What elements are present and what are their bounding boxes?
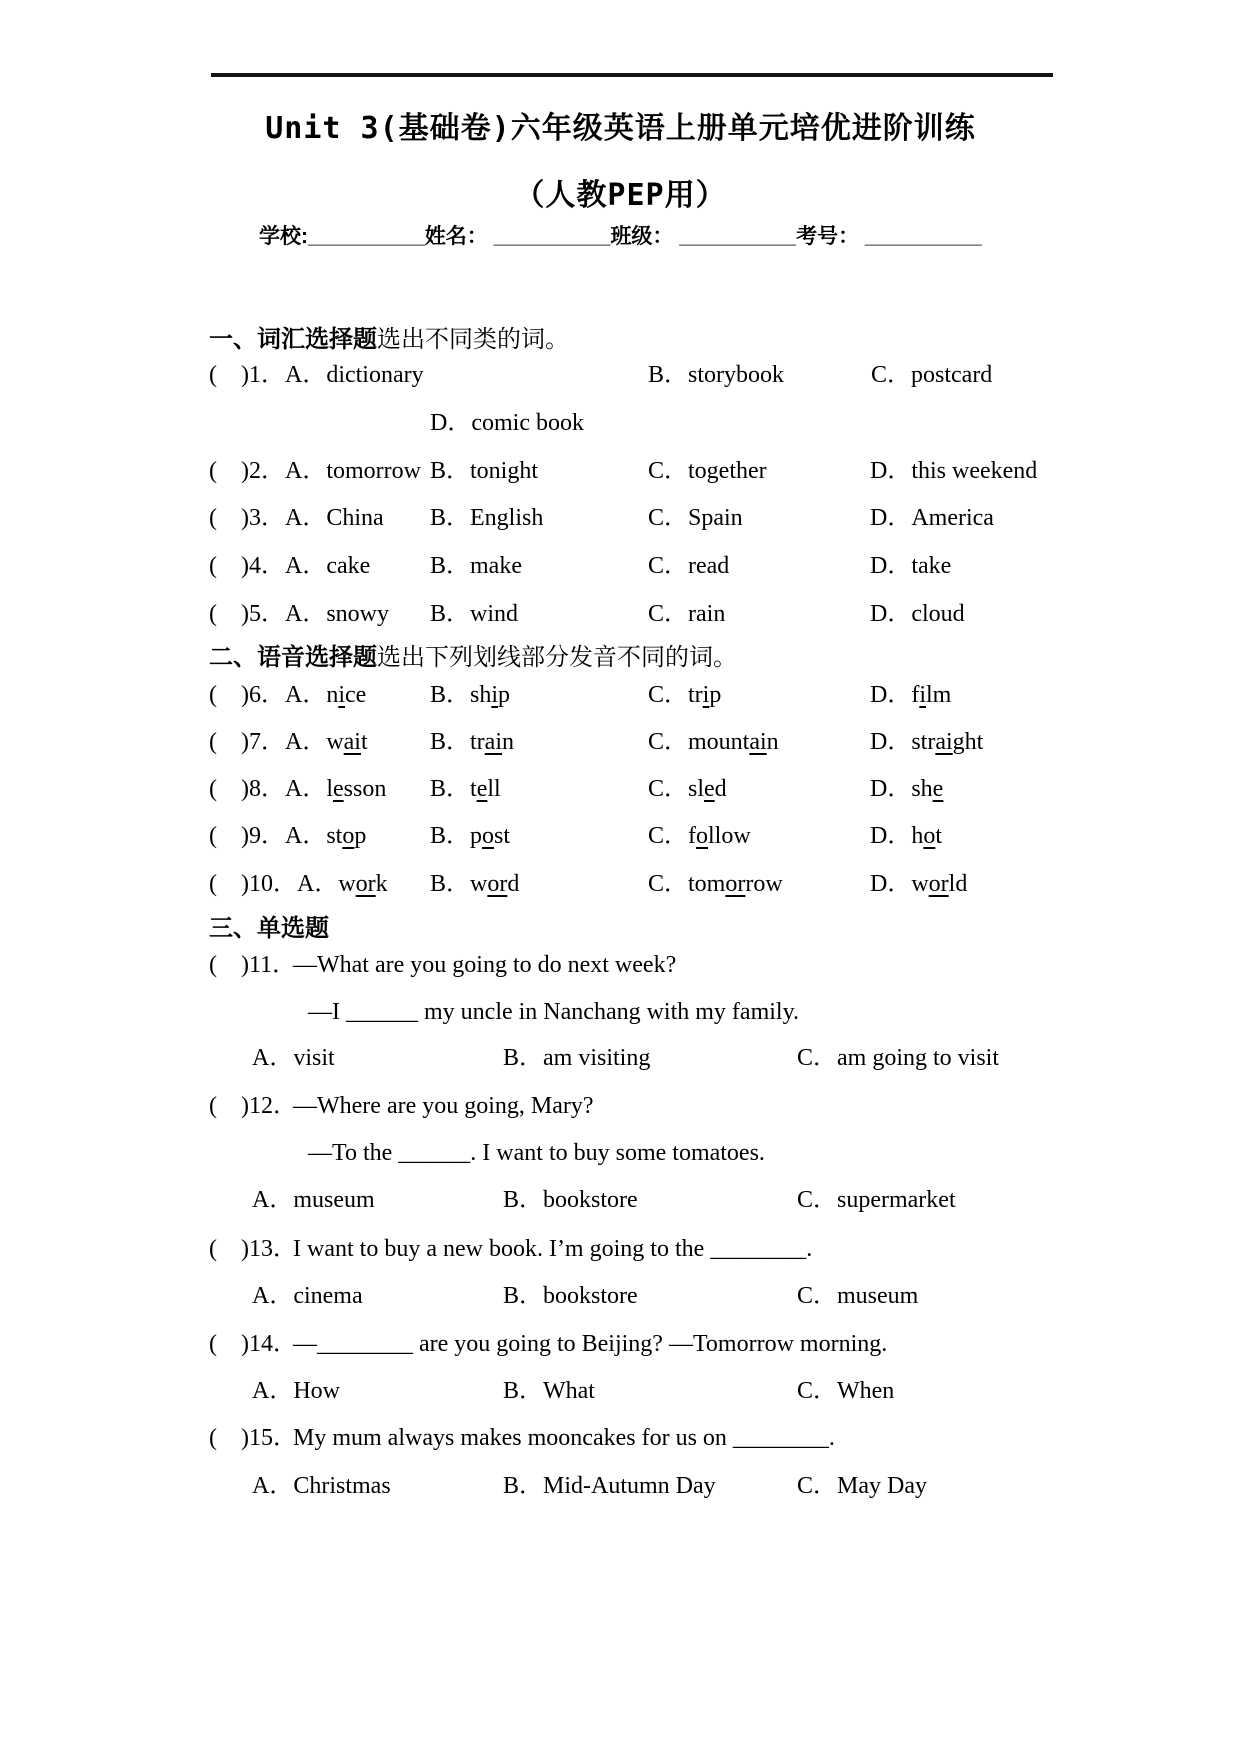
question-1-option-d-row [209,408,1069,442]
question-8-row [209,774,1069,808]
question-15-text: My mum always makes mooncakes for us on ________. [293,1425,835,1451]
question-7-option-d: D．straight [870,729,984,755]
question-2-label-and-option-a: ( )2．A．tomorrow [209,458,421,484]
question-10-label-and-option-a: ( )10．A．work [209,871,388,897]
question-11-options-row [209,1043,1069,1077]
question-1-option-c: C．postcard [871,362,993,388]
question-14-label: ( )14． [209,1331,297,1357]
question-9-row [209,821,1069,855]
question-4-label-and-option-a: ( )4．A．cake [209,553,371,579]
question-13-label: ( )13． [209,1236,297,1262]
question-10-option-b: B．word [430,871,520,897]
question-9-option-b: B．post [430,823,511,849]
question-7-option-b: B．train [430,729,514,755]
question-9-label-and-option-a: ( )9．A．stop [209,823,367,849]
question-14-row [209,1329,1069,1363]
class-blank: __________ [673,225,797,248]
question-13-option-a: A．cinema [252,1283,363,1309]
question-15-option-b: B．Mid-Autumn Day [503,1473,716,1499]
question-10-option-c: C．tomorrow [648,871,783,897]
section-heading-phonetics [209,643,1069,677]
question-11-option-a: A．visit [252,1045,335,1071]
question-1-row [209,360,1069,394]
question-14-option-b: B．What [503,1378,595,1404]
section-heading-vocab [209,325,1069,359]
question-1-option-d: D．comic book [430,410,584,436]
question-2-option-b: B．tonight [430,458,539,484]
paper-subtitle: （人教PEP用） [514,178,727,213]
question-6-option-b: B．ship [430,682,511,708]
question-10-row [209,869,1069,903]
question-5-row [209,599,1069,633]
name-blank: __________ [487,225,611,248]
question-11-label: ( )11． [209,952,297,978]
exam-no-label: 考号： [796,225,860,248]
question-8-option-b: B．tell [430,776,501,802]
question-1-option-b: B．storybook [648,362,785,388]
question-2-option-c: C．together [648,458,767,484]
question-5-option-c: C．rain [648,601,726,627]
question-14-options-row [209,1376,1069,1410]
question-12-option-a: A．museum [252,1187,375,1213]
question-7-option-c: C．mountain [648,729,779,755]
question-4-row [209,551,1069,585]
question-4-option-d: D．take [870,553,952,579]
section-heading-rest: 选出下列划线部分发音不同的词。 [377,645,737,671]
question-11-option-b: B．am visiting [503,1045,651,1071]
question-1-label-and-option-a: ( )1．A．dictionary [209,362,424,388]
section-heading-mcq [209,914,1069,948]
question-4-option-c: C．read [648,553,730,579]
question-12-continuation [209,1138,1069,1172]
question-15-option-c: C．May Day [797,1473,927,1499]
question-14-text: —________ are you going to Beijing? —Tomorrow morning. [293,1331,888,1357]
question-13-row [209,1234,1069,1268]
exam-no-blank: __________ [859,225,982,248]
section-heading-rest: 选出不同类的词。 [377,327,569,353]
question-5-option-d: D．cloud [870,601,965,627]
question-12-options-row [209,1185,1069,1219]
question-4-option-b: B．make [430,553,522,579]
question-12-row [209,1091,1069,1125]
section-heading-bold: 三、单选题 [209,915,329,942]
question-14-option-c: C．When [797,1378,895,1404]
question-13-option-c: C．museum [797,1283,919,1309]
question-13-text: I want to buy a new book. I’m going to the ________. [293,1236,813,1262]
question-10-option-d: D．world [870,871,968,897]
question-3-option-b: B．English [430,505,544,531]
question-5-option-b: B．wind [430,601,519,627]
section-heading-bold: 一、词汇选择题 [209,326,377,353]
question-6-row [209,680,1069,714]
section-heading-bold: 二、语音选择题 [209,644,377,671]
question-11-row [209,950,1069,984]
class-label: 班级： [610,225,674,248]
question-8-option-d: D．she [870,776,944,802]
question-3-row [209,503,1069,537]
question-6-option-c: C．trip [648,682,722,708]
question-8-label-and-option-a: ( )8．A．lesson [209,776,387,802]
question-9-option-c: C．follow [648,823,751,849]
question-15-row [209,1423,1069,1457]
question-15-options-row [209,1471,1069,1505]
question-14-option-a: A．How [252,1378,340,1404]
question-13-options-row [209,1281,1069,1315]
question-6-label-and-option-a: ( )6．A．nice [209,682,367,708]
question-11-continuation [209,997,1069,1031]
question-11-text-2: —I ______ my uncle in Nanchang with my family. [308,999,800,1025]
question-9-option-d: D．hot [870,823,943,849]
question-15-option-a: A．Christmas [252,1473,391,1499]
question-8-option-c: C．sled [648,776,727,802]
school-label: 学校: [259,225,308,248]
school-blank: __________ [308,225,425,248]
question-12-text: —Where are you going, Mary? [293,1093,594,1119]
question-3-label-and-option-a: ( )3．A．China [209,505,384,531]
question-7-row [209,727,1069,761]
question-2-option-d: D．this weekend [870,458,1038,484]
question-12-option-c: C．supermarket [797,1187,956,1213]
paper-title: Unit 3(基础卷)六年级英语上册单元培优进阶训练 [265,111,976,146]
questions-area [209,0,1069,1754]
question-7-label-and-option-a: ( )7．A．wait [209,729,368,755]
question-12-text-2: —To the ______. I want to buy some tomatoes. [308,1140,765,1166]
question-3-option-d: D．America [870,505,994,531]
question-12-label: ( )12． [209,1093,297,1119]
question-15-label: ( )15． [209,1425,297,1451]
question-12-option-b: B．bookstore [503,1187,638,1213]
question-11-text: —What are you going to do next week? [293,952,677,978]
question-11-option-c: C．am going to visit [797,1045,1000,1071]
question-6-option-d: D．film [870,682,952,708]
question-13-option-b: B．bookstore [503,1283,638,1309]
name-label: 姓名： [424,225,488,248]
question-5-label-and-option-a: ( )5．A．snowy [209,601,389,627]
question-3-option-c: C．Spain [648,505,743,531]
question-2-row [209,456,1069,490]
